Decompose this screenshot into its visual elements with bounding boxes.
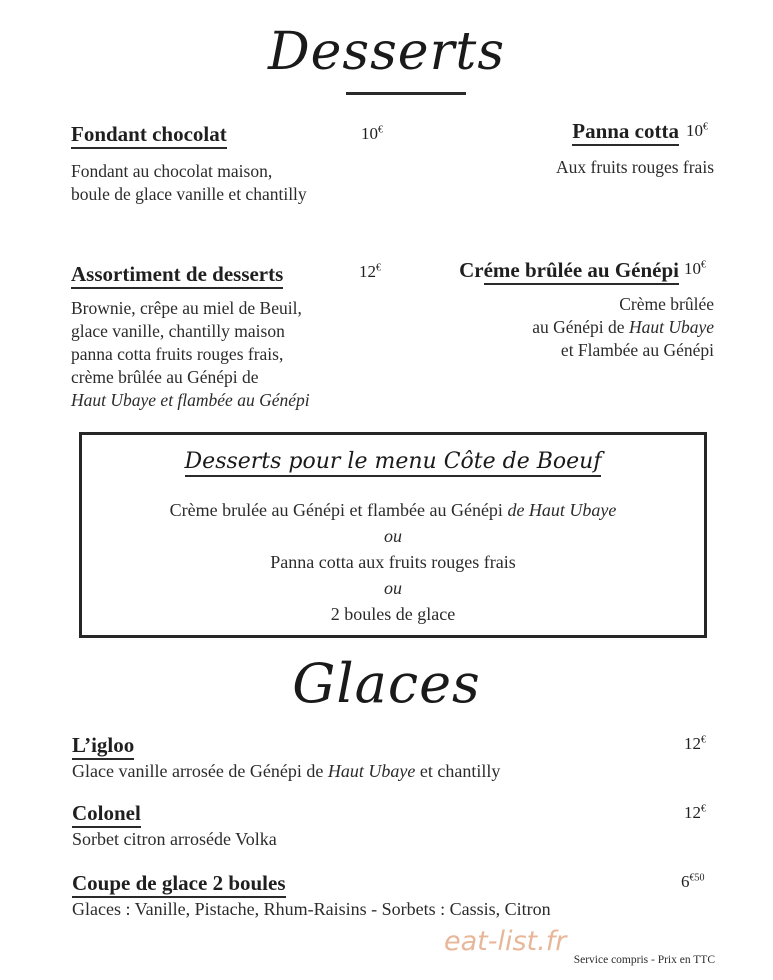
glace-name-colonel: Colonel bbox=[72, 801, 141, 826]
glaces-title: Glaces bbox=[292, 652, 481, 715]
price-creme: 10€ bbox=[684, 259, 706, 278]
desc-coupe: Glaces : Vanille, Pistache, Rhum-Raisins - Sorbets : Cassis, Citron bbox=[72, 899, 551, 919]
desc-igloo: Glace vanille arrosée de Génépi de Haut Ubaye et chantilly bbox=[72, 761, 501, 781]
desserts-title-rule bbox=[346, 92, 466, 95]
desc-panna: Aux fruits rouges frais bbox=[556, 157, 714, 177]
desc-creme: Crème brûlée au Génépi de Haut Ubaye et Flambée au Génépi bbox=[532, 294, 714, 360]
glace-name-igloo: L’igloo bbox=[72, 733, 134, 758]
cote-de-boeuf-box bbox=[79, 432, 707, 638]
dish-name-creme: Créme brûlée au Génépi bbox=[459, 258, 679, 283]
box-title: Desserts pour le menu Côte de Boeuf bbox=[82, 449, 704, 474]
price-colonel: 12€ bbox=[684, 803, 706, 822]
desserts-title: Desserts bbox=[267, 22, 506, 82]
desc-colonel: Sorbet citron arroséde Volka bbox=[72, 829, 277, 849]
box-options: Crème brulée au Génépi et flambée au Génépi de Haut Ubaye ou Panna cotta aux fruits rouges frais ou 2 boules de glace bbox=[169, 500, 617, 624]
desc-fondant: Fondant au chocolat maison, boule de glace vanille et chantilly bbox=[71, 161, 307, 204]
price-panna: 10€ bbox=[686, 121, 708, 140]
footer-note: Service compris - Prix en TTC bbox=[573, 954, 715, 966]
watermark: eat-list.fr bbox=[444, 926, 567, 957]
dish-name-panna: Panna cotta bbox=[572, 119, 679, 144]
dish-name-fondant: Fondant chocolat bbox=[71, 122, 227, 147]
price-fondant: 10€ bbox=[361, 124, 383, 143]
dish-name-assortiment: Assortiment de desserts bbox=[71, 262, 283, 287]
price-igloo: 12€ bbox=[684, 734, 706, 753]
glace-name-coupe: Coupe de glace 2 boules bbox=[72, 871, 286, 896]
price-assortiment: 12€ bbox=[359, 262, 381, 281]
price-coupe: $6^{€50}$ bbox=[681, 872, 705, 891]
desc-assortiment: Brownie, crêpe au miel de Beuil, glace vanille, chantilly maison panna cotta fruits rouges frais, crème brûlée au Génépi de Haut Ubaye et flambée au Génépi bbox=[71, 298, 310, 410]
